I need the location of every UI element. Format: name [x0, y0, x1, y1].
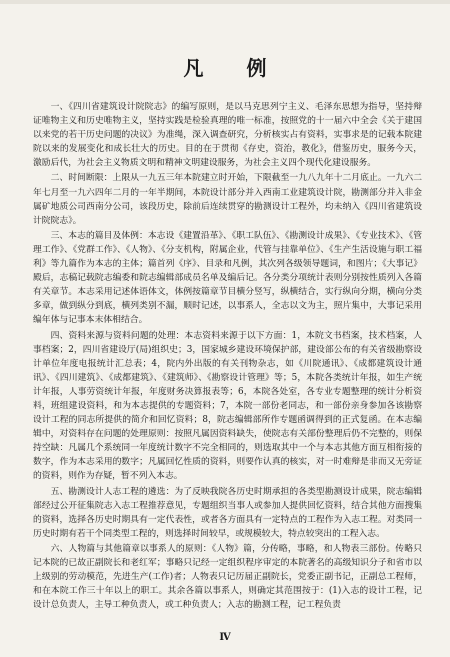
paragraph-structure: 三、本志的篇目及体例：本志设《建置沿革》、《职工队伍》、《勘测设计成果》、《专业技术》、《管理工作》、《党群工作》、《人物》、《分支机构，附属企业，代管与挂靠单位》、《生产生活设施与职工福利》等九篇作为本志的主体；篇首列《序》、目录和凡例，其次列各级领导题词，和图片；《大事记》殿后，志稿记载院志编委和院志编辑部成员名单及编后记。各分类分项统计表则分别按性质列入各篇有关章节。本志采用记述体语体文，体例按篇章节目横分竖写，纵横结合，实行纵向分期，横向分类多章，做到纵分到底，横列类别不漏，顺时记述，以事系人，全志以文为主，照片集中，大事记采用编年体与记事本末体相结合。 — [33, 230, 422, 326]
body-text — [33, 100, 422, 613]
paragraph-principles: 一、《四川省建筑设计院院志》的编写原则，是以马克思列宁主义、毛泽东思想为指导，坚持辩证唯物主义和历史唯物主义，坚持实践是检验真理的唯一标准，按照党的十一届六中全会《关于建国以来党的若干历史问题的决议》为准绳，深入调查研究，分析核实占有资料，实事求是的记载本院建院以来的发展变化和成长壮大的历史。目的在于贯彻《存史，资治，教化》，借鉴历史，服务今天，激励后代，为社会主义物质文明和精神文明建设服务，为社会主义四个现代化建设服务。 — [33, 102, 422, 169]
paragraph-time-range: 二、时间断限：上限从一九五三年本院建立时开始，下限截至一九八九年十二月底止。一九六二年七月至一九六四年二月的一年半期间，本院设计部分并入西南工业建筑设计院，勘测部分并入非金属矿地质公司西南分公司，该段历史，除前后连续贯穿的勘测设计工程外，均未纳入《四川省建筑设计院院志》。 — [33, 173, 422, 226]
paragraph-sources: 四、资料来源与资料问题的处理：本志资料来源于以下方面：1，本院文书档案，技术档案，人事档案；2，四川省建设厅(局)组织史；3，国家城乡建设环境保护部，建设部公布的有关省级勘察设计单位年度电报统计汇总表；4，院内外出版的有关刊物杂志，如《川院通讯》、《成都建筑设计通讯》、《四川建筑》、《成都建筑》、《建筑师》、《勘察设计管理》等；5，本院各类统计年报，如生产统计年报，人事劳资统计年报，年度财务决算报表等；6，本院各处室，各专业专题整理的统计分析资料，班组建设资料，和为本志提供的专题资料；7，本院一部份老同志，和一部份亲身参加各该勘察设计工程的同志所提供的简介和回忆资料；8，院志编辑部所作专题函调得到的正式复函。在本志编辑中，对资料存在问题的处理原则：按照凡属因资料缺失，使院志有关部份整理后仍不完整的，则保持空缺：凡属几个系统同一年度统计数字不完全相同的，则选取其中一个与本志其他方面互相衔接的数字，作为本志采用的数字；凡属回忆性质的资料，则要作认真的核实，对一时难辩是非而又无旁证的资料，则作为存疑，暂不列入本志。 — [33, 330, 422, 482]
page-title: 凡 例 — [183, 56, 285, 80]
paragraph-people: 六、人物篇与其他篇章以事系人的原则：《人物》篇，分传略，事略，和人物表三部份。传略只记本院的已故正副院长和老红军；事略只记经一定组织程序审定的本院著名的高级知识分子和省市以上级别的劳动模范，先进生产(工作)者；人物表只记历届正副院长，党委正副书记，正副总工程师，和在本院工作三十年以上的职工。其余各篇以事系人，则确定其范围按于：(1)入志的设计工程，记设计总负责人，主导工种负责人，或工种负责人；入志的勘测工程，记工程负责 — [33, 543, 422, 611]
page-number: Ⅳ — [219, 632, 231, 643]
paragraph-project-selection: 五、勘测设计人志工程的遴选：为了反映我院各历史时期承担的各类型勘测设计成果，院志编辑部经过公开征集院志入志工程推荐意见，专题组织当事人或参加人提供回忆资料，结合其他方面搜集的资料，选择各历史时期具有一定代表性，或者各方面具有一定特点的工程作为入志工程。对类同一历史时期有若干个同类型工程的，则选择时间较早，或规模较大，特点较突出的工程入志。 — [33, 486, 422, 539]
